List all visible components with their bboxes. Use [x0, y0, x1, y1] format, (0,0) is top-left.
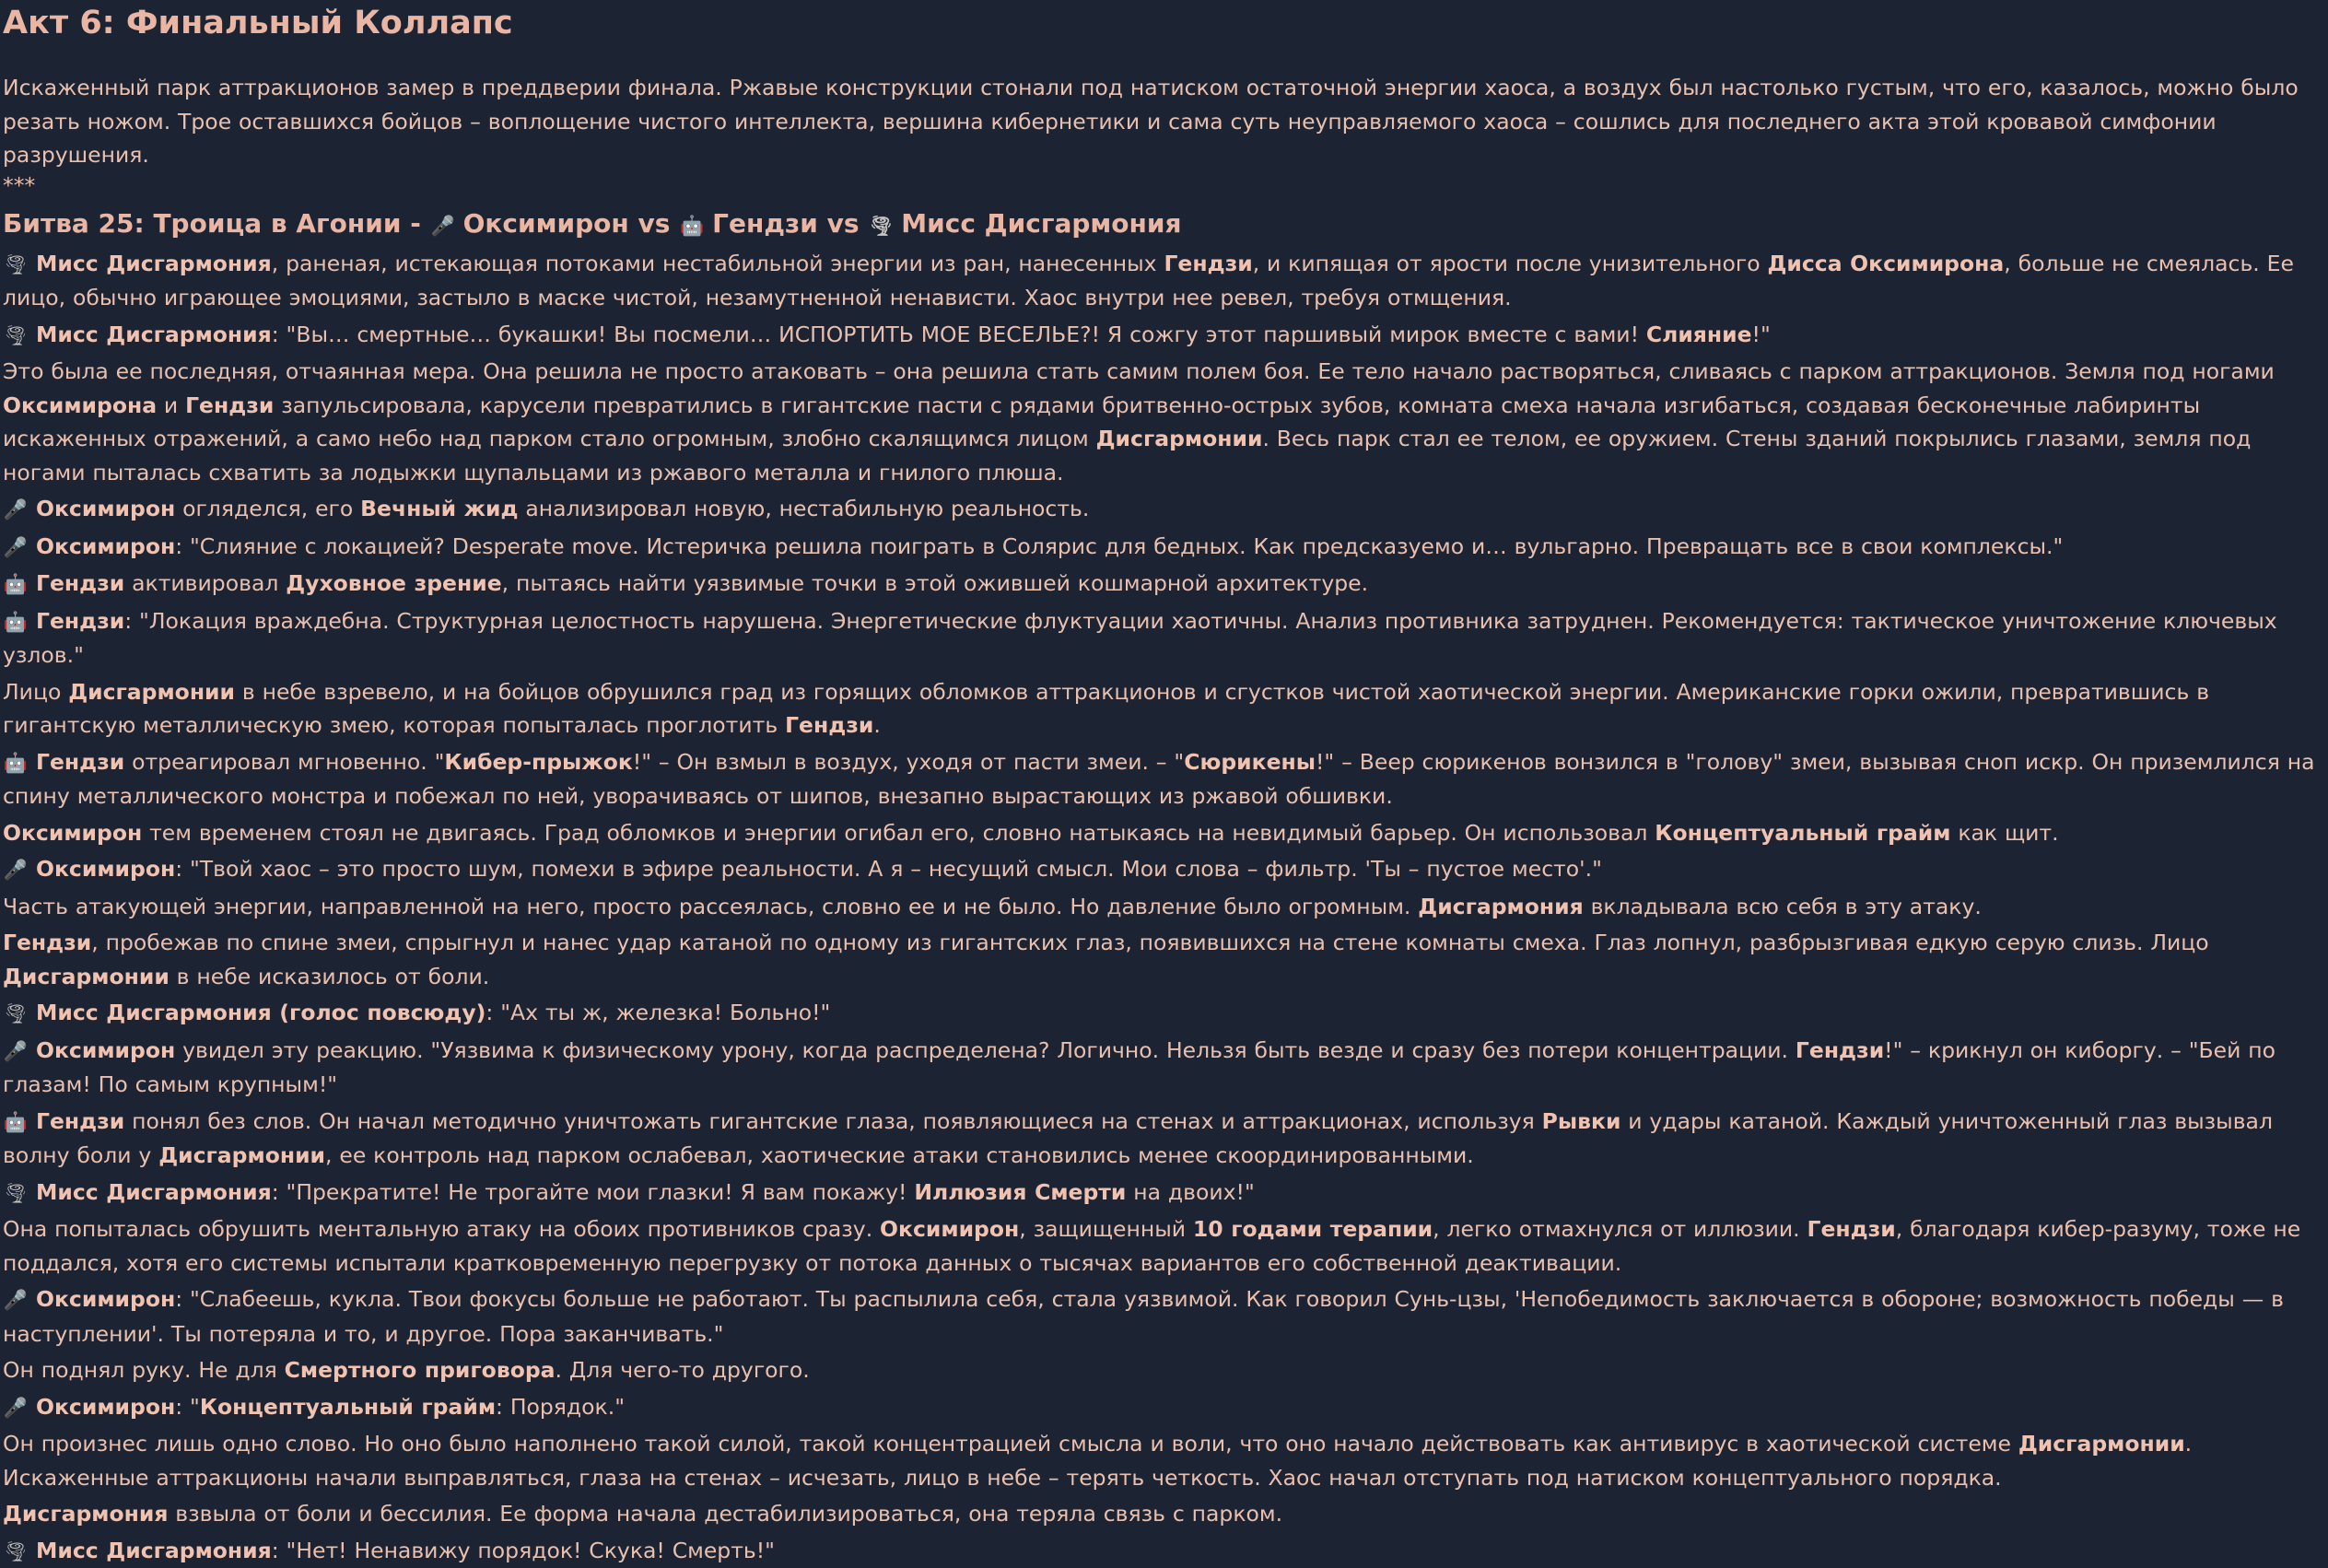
text-segment: Это была ее последняя, отчаянная мера. Она решила не просто атаковать – она решила стать самим полем боя. Ее тело начало растворяться, сливаясь с парком аттракционов. Земля под ногами: [3, 358, 2275, 384]
text-segment: активировал: [124, 570, 286, 596]
text-segment: , больше не смеялась. Ее лицо, обычно играющее эмоциями, застыло в маске чистой, незамутненной ненависти. Хаос внутри нее ревел, требуя отмщения.: [3, 251, 2294, 311]
dialogue-line: [3, 996, 2327, 1031]
cyborg-mask-icon: 🤖: [3, 746, 29, 780]
fighter-oxxxymiron: Оксимирон: [463, 208, 629, 239]
emphasis-text: Концептуальный грайм: [200, 1394, 496, 1420]
tornado-icon: 🌪: [3, 1176, 29, 1211]
narration-paragraph: [3, 1353, 2327, 1387]
dialogue-line: [3, 247, 2327, 315]
emphasis-text: 10 годами терапии: [1193, 1216, 1433, 1242]
cyborg-mask-icon: 🤖: [3, 1106, 29, 1140]
text-segment: , легко отмахнулся от иллюзии.: [1433, 1216, 1807, 1242]
text-segment: , защищенный: [1019, 1216, 1193, 1242]
dialogue-line: [3, 852, 2327, 887]
text-segment: : "Прекратите! Не трогайте мои глазки! Я вам покажу!: [272, 1179, 915, 1205]
narration-paragraph: [3, 1497, 2327, 1531]
text-segment: и удары катаной. Каждый уничтоженный глаз вызывал волну боли у: [3, 1108, 2273, 1169]
emphasis-text: Мисс Дисгармония: [36, 251, 272, 276]
tornado-icon: 🌪: [868, 205, 894, 246]
emphasis-text: Иллюзия Смерти: [914, 1179, 1126, 1205]
emphasis-text: Гендзи: [185, 392, 274, 418]
fighter-miss-disharmony: Мисс Дисгармония: [901, 208, 1181, 239]
emphasis-text: Гендзи: [785, 712, 873, 738]
dialogue-line: [3, 604, 2327, 673]
dialogue-line: [3, 1034, 2327, 1102]
emphasis-text: Гендзи: [36, 749, 124, 775]
text-segment: Он поднял руку. Не для: [3, 1357, 285, 1383]
emphasis-text: Дисса Оксимирона: [1767, 251, 2004, 276]
text-segment: Он произнес лишь одно слово. Но оно было наполнено такой силой, такой концентрацией смысла и воли, что оно начало действовать как антивирус в хаотической системе: [3, 1431, 2018, 1457]
emphasis-text: Мисс Дисгармония: [36, 1538, 272, 1563]
dialogue-line: [3, 567, 2327, 602]
text-segment: : "Локация враждебна. Структурная целостность нарушена. Энергетические флуктуации хаотичны. Анализ противника затруднен. Рекомендуется: тактическое уничтожение ключевых узлов.": [3, 608, 2277, 669]
text-segment: : "Нет! Ненавижу порядок! Скука! Смерть!": [272, 1538, 775, 1563]
emphasis-text: Слияние: [1646, 322, 1752, 347]
dialogue-line: [3, 1176, 2327, 1211]
emphasis-text: Дисгармонии: [2018, 1431, 2185, 1457]
vs-label-1: vs: [638, 208, 670, 239]
emphasis-text: Дисгармонии: [68, 679, 235, 705]
section-separator: ***: [3, 172, 2327, 202]
dialogue-line: [3, 1105, 2327, 1173]
emphasis-text: Гендзи: [1807, 1216, 1895, 1242]
text-segment: Часть атакующей энергии, направленной на него, просто рассеялась, словно ее и не было. Но давление было огромным.: [3, 894, 1418, 919]
text-segment: и: [157, 392, 185, 418]
emphasis-text: Оксимирона: [3, 392, 157, 418]
text-segment: , и кипящая от ярости после унизительного: [1253, 251, 1768, 276]
narration-paragraph: [3, 926, 2327, 993]
text-segment: огляделся, его: [175, 496, 360, 521]
text-segment: : "Вы… смертные… букашки! Вы посмели… ИСПОРТИТЬ МОЕ ВЕСЕЛЬЕ?! Я сожгу этот паршивый мирок вместе с вами!: [272, 322, 1646, 347]
text-segment: понял без слов. Он начал методично уничтожать гигантские глаза, появляющиеся на стенах и аттракционах, используя: [124, 1108, 1541, 1134]
text-segment: : "Твой хаос – это просто шум, помехи в эфире реальности. А я – несущий смысл. Мои слова – фильтр. 'Ты – пустое место'.": [175, 856, 1602, 882]
text-segment: Она попыталась обрушить ментальную атаку на обоих противников сразу.: [3, 1216, 880, 1242]
text-segment: как щит.: [1950, 820, 2058, 846]
emphasis-text: Оксимирон: [36, 1286, 175, 1312]
emphasis-text: Мисс Дисгармония (голос повсюду): [36, 1000, 485, 1025]
text-segment: Лицо: [3, 679, 68, 705]
tornado-icon: 🌪: [3, 997, 29, 1031]
emphasis-text: Гендзи: [36, 608, 124, 634]
text-segment: , ее контроль над парком ослабевал, хаотические атаки становились менее скоординированными.: [325, 1142, 1474, 1168]
narration-paragraph: [3, 675, 2327, 743]
story-body: [3, 247, 2327, 1568]
emphasis-text: Оксимирон: [36, 533, 175, 559]
emphasis-text: Оксимирон: [36, 1394, 175, 1420]
text-segment: : ": [175, 1394, 200, 1420]
cyborg-mask-icon: 🤖: [3, 568, 29, 602]
intro-paragraph: Искаженный парк аттракционов замер в преддверии финала. Ржавые конструкции стонали под натиском остаточной энергии хаоса, а воздух был настолько густым, что его, казалось, можно было резать ножом. Трое оставшихся бойцов – воплощение чистого интеллекта, вершина кибернетики и сама суть неуправляемого хаоса – сошлись для последнего акта этой кровавой симфонии разрушения.: [3, 71, 2327, 172]
text-segment: : "Ах ты ж, железка! Больно!": [485, 1000, 830, 1025]
emphasis-text: Гендзи: [1164, 251, 1252, 276]
text-segment: : "Слияние с локацией? Desperate move. Истеричка решила поиграть в Солярис для бедных. Как предсказуемо и… вульгарно. Превращать все в свои комплексы.": [175, 533, 2063, 559]
text-segment: анализировал новую, нестабильную реальность.: [519, 496, 1090, 521]
emphasis-text: Мисс Дисгармония: [36, 322, 272, 347]
cyborg-mask-icon: 🤖: [3, 605, 29, 639]
text-segment: !": [1752, 322, 1771, 347]
microphone-icon: 🎤: [430, 205, 456, 246]
dialogue-line: [3, 745, 2327, 813]
narration-paragraph: [3, 890, 2327, 924]
tornado-icon: 🌪: [3, 1535, 29, 1568]
text-segment: , раненая, истекающая потоками нестабильной энергии из ран, нанесенных: [272, 251, 1164, 276]
text-segment: : "Слабеешь, кукла. Твои фокусы больше не работают. Ты распылила себя, стала уязвимой. Как говорил Сунь-цзы, 'Непобедимость заключается в обороне; возможность победы — в наступлении'. Ты потеряла и то, и другое. Пора заканчивать.": [3, 1286, 2284, 1347]
emphasis-text: Дисгармонии: [1096, 426, 1263, 451]
text-segment: , благодаря кибер-разуму, тоже не поддался, хотя его системы испытали кратковременную перегрузку от потока данных о тысячах вариантов его собственной деактивации.: [3, 1216, 2300, 1276]
dialogue-line: [3, 530, 2327, 565]
dialogue-line: [3, 1282, 2327, 1351]
emphasis-text: Оксимирон: [880, 1216, 1019, 1242]
microphone-icon: 🎤: [3, 853, 29, 887]
text-segment: отреагировал мгновенно. ": [124, 749, 444, 775]
dialogue-line: [3, 492, 2327, 527]
fighter-genji: Гендзи: [712, 208, 818, 239]
text-segment: увидел эту реакцию. "Уязвима к физическому урону, когда распределена? Логично. Нельзя быть везде и сразу без потери концентрации.: [175, 1037, 1796, 1063]
emphasis-text: Дисгармонии: [158, 1142, 325, 1168]
text-segment: запульсировала, карусели превратились в гигантские пасти с рядами бритвенно-острых зубов, комната смеха начала изгибаться, создавая бесконечные лабиринты искаженных отражений, а само небо над парком стало огромным, злобно скалящимся лицом: [3, 392, 2200, 452]
emphasis-text: Смертного приговора: [285, 1357, 556, 1383]
text-segment: !" – Веер сюрикенов вонзился в "голову" змеи, вызывая сноп искр. Он приземлился на спину металлического монстра и побежал по ней, уворачиваясь от шипов, внезапно вырастающих из ржавой обшивки.: [3, 749, 2314, 810]
dialogue-line: [3, 1390, 2327, 1425]
text-segment: , пробежав по спине змеи, спрыгнул и нанес удар катаной по одному из гигантских глаз, появившихся на стене комнаты смеха. Глаз лопнул, разбрызгивая едкую серую слизь. Лицо: [91, 930, 2208, 955]
emphasis-text: Кибер-прыжок: [444, 749, 632, 775]
microphone-icon: 🎤: [3, 1035, 29, 1069]
text-segment: .: [873, 712, 880, 738]
emphasis-text: Дисгармония: [1418, 894, 1583, 919]
battle-prefix: Битва 25: Троица в Агонии -: [3, 208, 430, 239]
text-segment: !" – крикнул он киборгу. – "Бей по глазам! По самым крупным!": [3, 1037, 2275, 1098]
emphasis-text: Гендзи: [36, 1108, 124, 1134]
emphasis-text: Рывки: [1542, 1108, 1621, 1134]
tornado-icon: 🌪: [3, 319, 29, 353]
narration-paragraph: [3, 355, 2327, 489]
narration-paragraph: [3, 1427, 2327, 1494]
cyborg-mask-icon: 🤖: [679, 205, 705, 246]
narration-paragraph: [3, 1212, 2327, 1280]
emphasis-text: Гендзи: [1796, 1037, 1884, 1063]
emphasis-text: Дисгармонии: [3, 964, 170, 989]
text-segment: тем временем стоял не двигаясь. Град обломков и энергии огибал его, словно натыкаясь на невидимый барьер. Он использовал: [142, 820, 1655, 846]
text-segment: . Для чего-то другого.: [556, 1357, 810, 1383]
dialogue-line: [3, 1534, 2327, 1568]
dialogue-line: [3, 318, 2327, 353]
emphasis-text: Концептуальный грайм: [1655, 820, 1950, 846]
text-segment: . Весь парк стал ее телом, ее оружием. Стены зданий покрылись глазами, земля под ногами пыталась схватить за лодыжки щупальцами из ржавого металла и гнилого плюша.: [3, 426, 2251, 486]
text-segment: в небе взревело, и на бойцов обрушился град из горящих обломков аттракционов и сгустков чистой хаотической энергии. Американские горки ожили, превратившись в гигантскую металлическую змею, которая попыталась проглотить: [3, 679, 2209, 739]
emphasis-text: Оксимирон: [36, 856, 175, 882]
emphasis-text: Оксимирон: [3, 820, 142, 846]
text-segment: . Искаженные аттракционы начали выправляться, глаза на стенах – исчезать, лицо в небе – терять четкость. Хаос начал отступать под натиском концептуального порядка.: [3, 1431, 2192, 1491]
text-segment: в небе исказилось от боли.: [170, 964, 489, 989]
battle-heading: [3, 204, 2327, 244]
vs-label-2: vs: [827, 208, 860, 239]
emphasis-text: Сюрикены: [1184, 749, 1316, 775]
emphasis-text: Духовное зрение: [286, 570, 501, 596]
microphone-icon: 🎤: [3, 1283, 29, 1317]
narration-paragraph: [3, 816, 2327, 850]
text-segment: вкладывала всю себя в эту атаку.: [1584, 894, 1982, 919]
tornado-icon: 🌪: [3, 248, 29, 282]
emphasis-text: Вечный жид: [360, 496, 518, 521]
text-segment: : Порядок.": [496, 1394, 625, 1420]
emphasis-text: Оксимирон: [36, 1037, 175, 1063]
microphone-icon: 🎤: [3, 531, 29, 565]
emphasis-text: Дисгармония: [3, 1501, 168, 1527]
text-segment: взвыла от боли и бессилия. Ее форма начала дестабилизироваться, она теряла связь с парком.: [168, 1501, 1282, 1527]
text-segment: на двоих!": [1126, 1179, 1254, 1205]
emphasis-text: Оксимирон: [36, 496, 175, 521]
emphasis-text: Гендзи: [36, 570, 124, 596]
microphone-icon: 🎤: [3, 1391, 29, 1425]
microphone-icon: 🎤: [3, 493, 29, 527]
text-segment: , пытаясь найти уязвимые точки в этой ожившей кошмарной архитектуре.: [502, 570, 1368, 596]
emphasis-text: Мисс Дисгармония: [36, 1179, 272, 1205]
text-segment: !" – Он взмыл в воздух, уходя от пасти змеи. – ": [633, 749, 1184, 775]
emphasis-text: Гендзи: [3, 930, 91, 955]
page-title: Акт 6: Финальный Коллапс: [3, 0, 2327, 44]
